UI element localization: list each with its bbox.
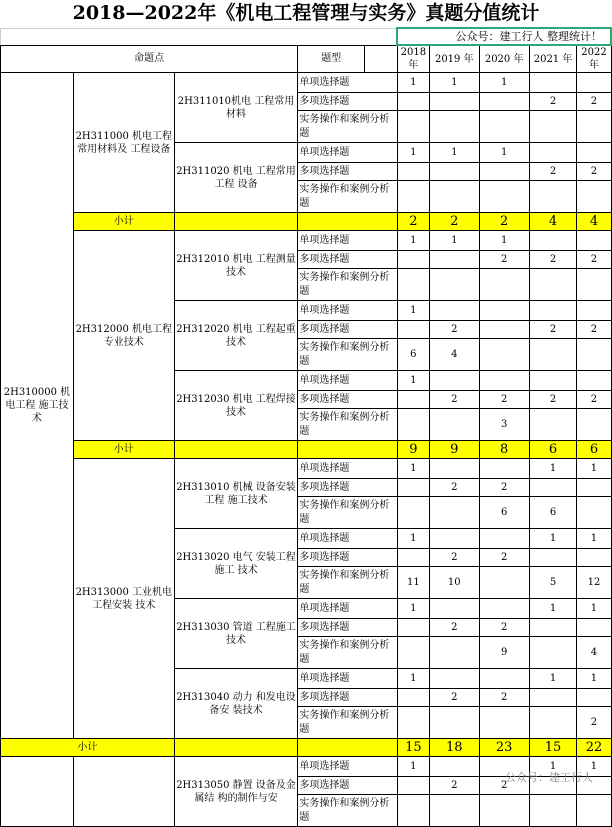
- score-cell: 1: [397, 757, 429, 777]
- score-cell: 1: [429, 231, 479, 251]
- score-cell: [479, 321, 529, 339]
- question-type: 实务操作和案例分析题: [298, 795, 398, 827]
- score-cell: [529, 269, 577, 301]
- watermark: 公众号：建工行人: [505, 771, 593, 784]
- subtotal-blank: [298, 441, 398, 459]
- score-cell: [397, 181, 429, 213]
- score-cell: [529, 409, 577, 441]
- score-cell: [397, 269, 429, 301]
- source-note: 公众号：建工行人 整理统计！: [397, 28, 611, 45]
- score-cell: 1: [397, 143, 429, 163]
- score-cell: [429, 497, 479, 529]
- score-cell: [529, 479, 577, 497]
- score-cell: 2: [577, 163, 611, 181]
- score-cell: [429, 93, 479, 111]
- score-cell: [577, 231, 611, 251]
- score-cell: 2: [429, 321, 479, 339]
- score-cell: 2: [429, 619, 479, 637]
- score-cell: [397, 111, 429, 143]
- question-type: 多项选择题: [298, 163, 398, 181]
- score-cell: 2: [479, 619, 529, 637]
- question-type: 实务操作和案例分析题: [298, 497, 398, 529]
- subtotal-blank: [174, 441, 298, 459]
- score-cell: [397, 479, 429, 497]
- score-cell: [479, 181, 529, 213]
- question-type: 多项选择题: [298, 619, 398, 637]
- question-type: 实务操作和案例分析题: [298, 111, 398, 143]
- question-type: 多项选择题: [298, 549, 398, 567]
- question-type: 单项选择题: [298, 757, 398, 777]
- score-cell: [429, 251, 479, 269]
- score-cell: 2: [529, 391, 577, 409]
- subtotal-value: 8: [479, 441, 529, 459]
- page-title: 2018—2022年《机电工程管理与实务》真题分值统计: [72, 2, 540, 24]
- score-cell: 5: [529, 567, 577, 599]
- question-type: 多项选择题: [298, 93, 398, 111]
- score-cell: [479, 529, 529, 549]
- score-cell: [397, 163, 429, 181]
- year-header: 2019 年: [429, 45, 479, 73]
- score-cell: 2: [529, 163, 577, 181]
- score-cell: 1: [397, 669, 429, 689]
- level3-topic: 2H312020 机电 工程起重技术: [174, 301, 298, 371]
- score-cell: 2: [577, 251, 611, 269]
- score-cell: 2: [577, 391, 611, 409]
- level3-topic: 2H312030 机电 工程焊接技术: [174, 371, 298, 441]
- score-cell: [479, 269, 529, 301]
- score-cell: 10: [429, 567, 479, 599]
- score-cell: [479, 301, 529, 321]
- score-cell: 1: [397, 231, 429, 251]
- score-cell: [397, 795, 429, 827]
- score-cell: [479, 371, 529, 391]
- score-cell: 6: [479, 497, 529, 529]
- question-type: 单项选择题: [298, 459, 398, 479]
- score-cell: 2: [479, 689, 529, 707]
- score-cell: [479, 459, 529, 479]
- score-cell: [577, 409, 611, 441]
- score-cell: [397, 549, 429, 567]
- score-cell: 2: [577, 321, 611, 339]
- subtotal-value: 18: [429, 739, 479, 757]
- score-cell: 2: [429, 777, 479, 795]
- question-type: 单项选择题: [298, 669, 398, 689]
- score-cell: 1: [529, 529, 577, 549]
- score-cell: 1: [397, 459, 429, 479]
- score-cell: 1: [577, 459, 611, 479]
- score-cell: [479, 163, 529, 181]
- score-cell: [529, 73, 577, 93]
- score-cell: [397, 637, 429, 669]
- score-cell: [577, 143, 611, 163]
- score-cell: [479, 599, 529, 619]
- score-cell: [529, 795, 577, 827]
- score-cell: [577, 549, 611, 567]
- score-cell: [429, 669, 479, 689]
- question-type: 单项选择题: [298, 599, 398, 619]
- subtotal-value: 9: [429, 441, 479, 459]
- subtotal-label: 小计: [1, 739, 175, 757]
- question-type: 多项选择题: [298, 777, 398, 795]
- score-cell: [577, 619, 611, 637]
- question-type: 多项选择题: [298, 689, 398, 707]
- score-cell: [397, 391, 429, 409]
- score-cell: [529, 619, 577, 637]
- score-cell: 1: [529, 669, 577, 689]
- question-type: 实务操作和案例分析题: [298, 637, 398, 669]
- score-cell: 1: [397, 371, 429, 391]
- score-cell: [429, 409, 479, 441]
- score-cell: [577, 497, 611, 529]
- level3-topic: 2H313050 静置 设备及金属结 构的制作与安: [174, 757, 298, 827]
- question-type: 多项选择题: [298, 251, 398, 269]
- subtotal-value: 2: [479, 213, 529, 231]
- score-cell: 6: [529, 497, 577, 529]
- score-cell: 2: [479, 479, 529, 497]
- score-cell: [429, 301, 479, 321]
- level2-topic: 2H313000 工业机电 工程安装 技术: [73, 459, 174, 739]
- subtotal-blank: [174, 213, 298, 231]
- score-cell: 1: [479, 73, 529, 93]
- year-header: 2021 年: [529, 45, 577, 73]
- score-cell: [529, 689, 577, 707]
- subtotal-value: 4: [577, 213, 611, 231]
- question-type: 实务操作和案例分析题: [298, 181, 398, 213]
- question-type: 实务操作和案例分析题: [298, 339, 398, 371]
- score-cell: [529, 707, 577, 739]
- level3-topic: 2H313020 电气 安装工程施工 技术: [174, 529, 298, 599]
- score-cell: [429, 163, 479, 181]
- score-cell: [577, 479, 611, 497]
- year-header: 2020 年: [479, 45, 529, 73]
- score-cell: 2: [529, 321, 577, 339]
- score-cell: 9: [479, 637, 529, 669]
- level3-topic: 2H312010 机电 工程测量技术: [174, 231, 298, 301]
- score-cell: [479, 795, 529, 827]
- score-cell: 1: [529, 459, 577, 479]
- question-type: 多项选择题: [298, 321, 398, 339]
- score-cell: 2: [577, 93, 611, 111]
- level2-topic: 2H311000 机电工程 常用材料及 工程设备: [73, 73, 174, 213]
- score-cell: 1: [577, 669, 611, 689]
- score-cell: [429, 181, 479, 213]
- subtotal-value: 6: [577, 441, 611, 459]
- score-cell: [479, 111, 529, 143]
- subtotal-value: 2: [397, 213, 429, 231]
- score-cell: [429, 637, 479, 669]
- year-header: 2022 年: [577, 45, 611, 73]
- score-cell: [429, 757, 479, 777]
- subtotal-blank: [174, 739, 298, 757]
- level3-topic: 2H313030 管道 工程施工技术: [174, 599, 298, 669]
- subtotal-value: 6: [529, 441, 577, 459]
- score-cell: 1: [577, 757, 611, 777]
- score-cell: 2: [479, 549, 529, 567]
- question-type: 多项选择题: [298, 479, 398, 497]
- topic-header: 命题点: [1, 45, 298, 73]
- level1-topic-continued: [1, 757, 74, 827]
- score-cell: [429, 459, 479, 479]
- level3-topic: 2H311020 机电 工程常用工程 设备: [174, 143, 298, 213]
- question-type: 单项选择题: [298, 529, 398, 549]
- score-cell: [577, 339, 611, 371]
- subtotal-blank: [298, 739, 398, 757]
- score-cell: [529, 637, 577, 669]
- subtotal-value: 4: [529, 213, 577, 231]
- score-cell: 2: [577, 707, 611, 739]
- score-cell: 1: [397, 73, 429, 93]
- score-cell: 2: [429, 549, 479, 567]
- question-type: 单项选择题: [298, 301, 398, 321]
- score-cell: [397, 689, 429, 707]
- question-type: 单项选择题: [298, 143, 398, 163]
- score-cell: 1: [397, 599, 429, 619]
- score-cell: 11: [397, 567, 429, 599]
- score-cell: [479, 567, 529, 599]
- score-cell: 1: [397, 529, 429, 549]
- score-cell: [577, 689, 611, 707]
- question-type: 单项选择题: [298, 371, 398, 391]
- score-cell: [429, 795, 479, 827]
- question-type: 单项选择题: [298, 73, 398, 93]
- score-cell: [577, 181, 611, 213]
- subtotal-value: 15: [529, 739, 577, 757]
- score-cell: [397, 777, 429, 795]
- score-cell: [577, 795, 611, 827]
- question-type: 实务操作和案例分析题: [298, 269, 398, 301]
- score-cell: [529, 111, 577, 143]
- score-cell: [397, 497, 429, 529]
- score-cell: 6: [397, 339, 429, 371]
- score-cell: [529, 181, 577, 213]
- score-cell: [429, 529, 479, 549]
- score-cell: 2: [479, 777, 529, 795]
- question-type: 实务操作和案例分析题: [298, 707, 398, 739]
- score-cell: [429, 269, 479, 301]
- subtotal-label: 小计: [73, 213, 174, 231]
- level3-topic: 2H311010机电 工程常用材料: [174, 73, 298, 143]
- score-cell: 3: [479, 409, 529, 441]
- level1-topic: 2H310000 机电工程 施工技术: [1, 73, 74, 739]
- score-cell: [397, 251, 429, 269]
- score-cell: [397, 707, 429, 739]
- score-cell: [577, 111, 611, 143]
- score-cell: 4: [429, 339, 479, 371]
- question-type: 实务操作和案例分析题: [298, 409, 398, 441]
- year-header: 2018 年: [397, 45, 429, 73]
- subtotal-value: 22: [577, 739, 611, 757]
- subtotal-value: 9: [397, 441, 429, 459]
- score-cell: [397, 321, 429, 339]
- score-cell: [529, 143, 577, 163]
- score-cell: 1: [479, 231, 529, 251]
- blank-cell: [1, 28, 398, 45]
- score-cell: 2: [429, 689, 479, 707]
- score-cell: 2: [429, 391, 479, 409]
- score-cell: [577, 269, 611, 301]
- score-cell: [479, 707, 529, 739]
- score-cell: [429, 111, 479, 143]
- score-cell: 2: [429, 479, 479, 497]
- score-cell: [429, 707, 479, 739]
- score-cell: [577, 371, 611, 391]
- level3-topic: 2H313010 机械 设备安装工程 施工技术: [174, 459, 298, 529]
- type-header: 题型: [298, 45, 365, 73]
- blank-cell: [365, 45, 398, 73]
- subtotal-value: 23: [479, 739, 529, 757]
- question-type: 多项选择题: [298, 391, 398, 409]
- question-type: 实务操作和案例分析题: [298, 567, 398, 599]
- score-cell: 4: [577, 637, 611, 669]
- score-cell: [397, 409, 429, 441]
- subtotal-label: 小计: [73, 441, 174, 459]
- score-cell: 1: [429, 73, 479, 93]
- level2-topic: 2H312000 机电工程 专业技术: [73, 231, 174, 441]
- score-cell: [397, 619, 429, 637]
- score-cell: [529, 301, 577, 321]
- score-cell: [429, 371, 479, 391]
- score-cell: [577, 73, 611, 93]
- score-cell: 1: [577, 529, 611, 549]
- score-cell: [529, 339, 577, 371]
- score-cell: 2: [529, 251, 577, 269]
- score-cell: 1: [429, 143, 479, 163]
- score-cell: 1: [479, 143, 529, 163]
- subtotal-value: 2: [429, 213, 479, 231]
- score-cell: [577, 301, 611, 321]
- score-cell: [479, 669, 529, 689]
- score-cell: 2: [529, 93, 577, 111]
- score-cell: 1: [577, 599, 611, 619]
- score-cell: [429, 599, 479, 619]
- level3-topic: 2H313040 动力 和发电设备安 装技术: [174, 669, 298, 739]
- score-cell: [529, 549, 577, 567]
- score-cell: 1: [529, 757, 577, 777]
- score-cell: [479, 339, 529, 371]
- score-cell: 2: [479, 391, 529, 409]
- score-cell: 1: [397, 301, 429, 321]
- score-cell: [397, 93, 429, 111]
- score-cell: 2: [479, 251, 529, 269]
- score-cell: [529, 231, 577, 251]
- subtotal-value: 15: [397, 739, 429, 757]
- score-cell: 12: [577, 567, 611, 599]
- score-table: [0, 27, 612, 827]
- score-cell: [479, 93, 529, 111]
- subtotal-blank: [298, 213, 398, 231]
- score-cell: 1: [529, 599, 577, 619]
- level2-topic-continued: [73, 757, 174, 827]
- question-type: 单项选择题: [298, 231, 398, 251]
- score-cell: [529, 371, 577, 391]
